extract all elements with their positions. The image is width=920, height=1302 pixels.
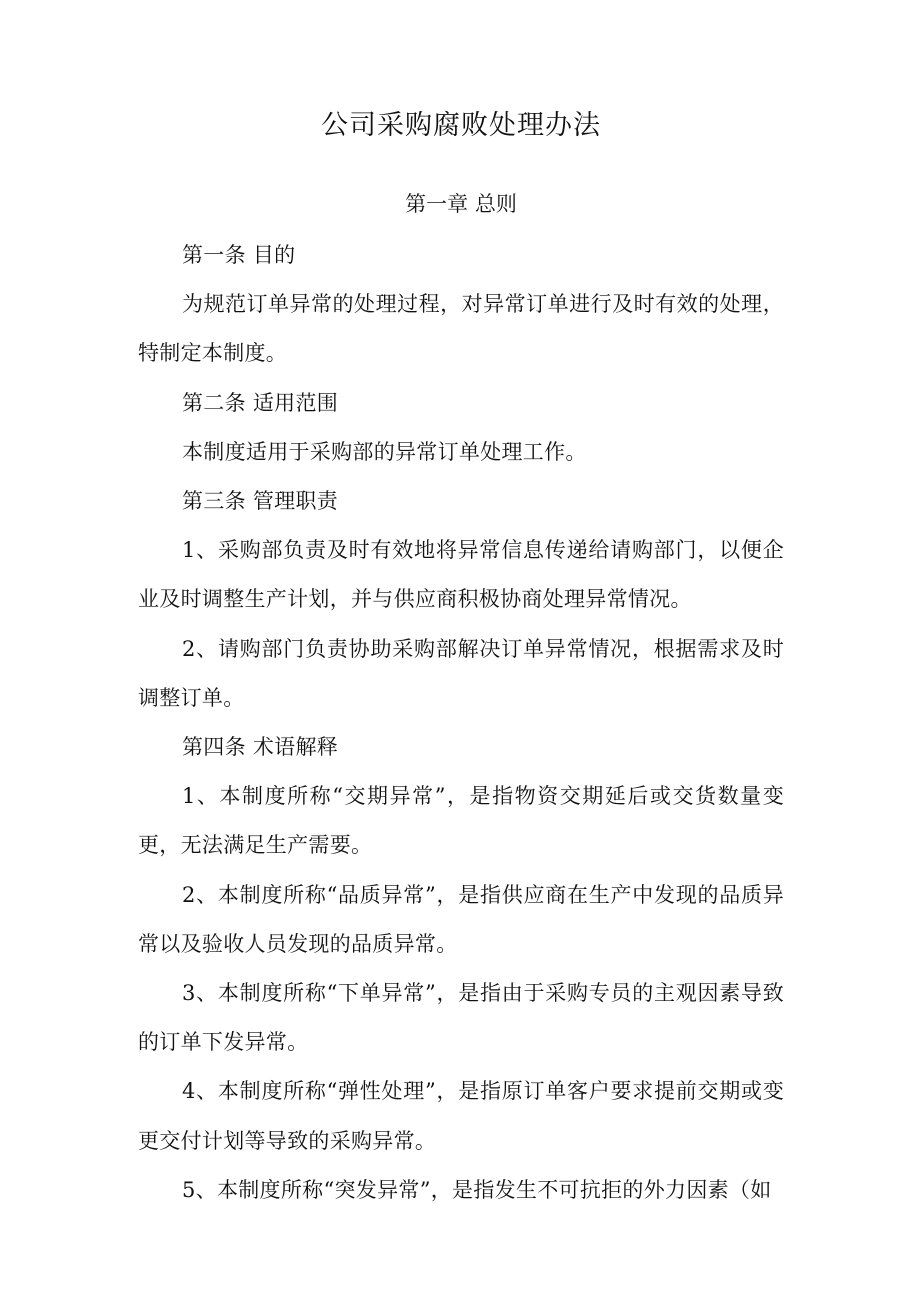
article-4-item-2: 2、本制度所称“品质异常”，是指供应商在生产中发现的品质异常以及验收人员发现的品质异常。 (138, 882, 784, 956)
chapter-heading: 第一章 总则 (405, 192, 517, 216)
article-1-heading: 第一条 目的 (182, 243, 296, 267)
article-4-item-5: 5、本制度所称“突发异常”，是指发生不可抗拒的外力因素（如 (182, 1177, 772, 1202)
article-2-text: 本制度适用于采购部的异常订单处理工作。 (182, 439, 587, 464)
article-1-text: 为规范订单异常的处理过程，对异常订单进行及时有效的处理，特制定本制度。 (138, 292, 784, 366)
article-4-item-4: 4、本制度所称“弹性处理”，是指原订单客户要求提前交期或变更交付计划等导致的采购异常。 (138, 1079, 784, 1153)
document-body (138, 231, 784, 1215)
article-3-item-2: 2、请购部门负责协助采购部解决订单异常情况，根据需求及时调整订单。 (138, 636, 784, 710)
article-2-heading: 第二条 适用范围 (182, 390, 339, 415)
article-3-heading: 第三条 管理职责 (182, 489, 339, 514)
article-4-heading: 第四条 术语解释 (182, 735, 339, 760)
article-3-item-1: 1、采购部负责及时有效地将异常信息传递给请购部门，以便企业及时调整生产计划，并与供应商积极协商处理异常情况。 (138, 538, 784, 612)
article-4-item-1: 1、本制度所称“交期异常”，是指物资交期延后或交货数量变更，无法满足生产需要。 (138, 784, 784, 858)
document-title: 公司采购腐败处理办法 (321, 110, 601, 141)
article-4-item-3: 3、本制度所称“下单异常”，是指由于采购专员的主观因素导致的订单下发异常。 (138, 981, 784, 1055)
